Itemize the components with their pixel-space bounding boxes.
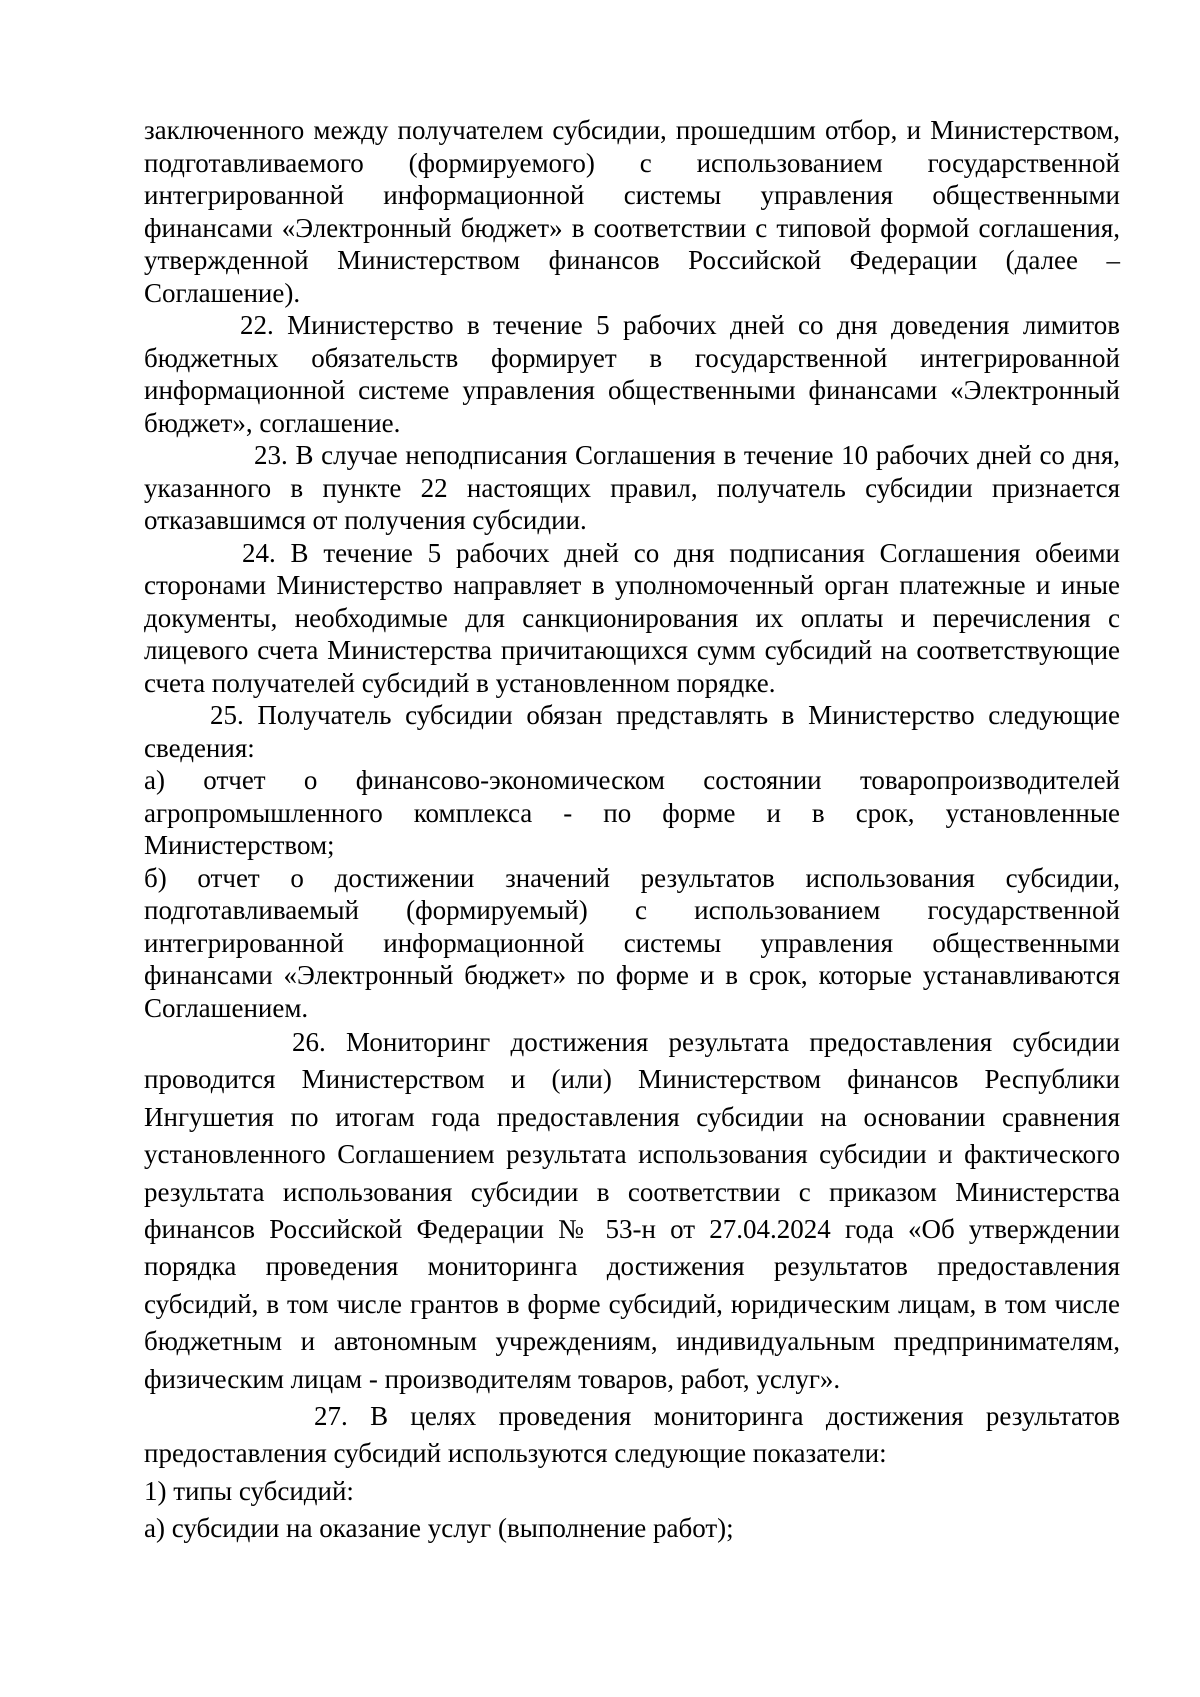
paragraph-27-list-1: 1) типы субсидий: <box>144 1475 354 1506</box>
paragraph-agreement-definition: заключенного между получателем субсидии, прошедшим отбор, и Министерством, подготавливаемого (формируемого) с использованием государственной интегрированной информационной системы управления общественными финансами «Электронный бюджет» в соответствии с типовой формой соглашения, утвержденной Министерством финансов Российской Федерации (далее – Соглашение). <box>144 115 1120 308</box>
paragraph-25-item-a: а) отчет о финансово-экономическом состоянии товаропроизводителей агропромышленного комплекса - по форме и в срок, установленные Министерством; <box>144 765 1120 860</box>
paragraph-27: 27. В целях проведения мониторинга достижения результатов предоставления субсидий используются следующие показатели: <box>144 1401 1120 1469</box>
paragraph-23: 23. В случае неподписания Соглашения в течение 10 рабочих дней со дня, указанного в пункте 22 настоящих правил, получатель субсидии признается отказавшимся от получения субсидии. <box>144 440 1120 535</box>
paragraph-24: 24. В течение 5 рабочих дней со дня подписания Соглашения обеими сторонами Министерство направляет в уполномоченный орган платежные и иные документы, необходимые для санкционирования их оплаты и перечисления с лицевого счета Министерства причитающихся сумм субсидий на соответствующие счета получателей субсидий в установленном порядке. <box>144 537 1120 698</box>
paragraph-27-list-1-item-a: а) субсидии на оказание услуг (выполнение работ); <box>144 1513 734 1544</box>
paragraph-25: 25. Получатель субсидии обязан представлять в Министерство следующие сведения: <box>144 700 1120 763</box>
document-body <box>144 114 1120 1548</box>
paragraph-26: 26. Мониторинг достижения результата предоставления субсидии проводится Министерством и (или) Министерством финансов Республики Ингушетия по итогам года предоставления субсидии на основании сравнения установленного Соглашением результата использования субсидии и фактического результата использования субсидии в соответствии с приказом Министерства финансов Российской Федерации № 53-н от 27.04.2024 года «Об утверждении порядка проведения мониторинга достижения результатов предоставления субсидий, в том числе грантов в форме субсидий, юридическим лицам, в том числе бюджетным и автономным учреждениям, индивидуальным предпринимателям, физическим лицам - производителям товаров, работ, услуг». <box>144 1027 1120 1394</box>
paragraph-25-item-b: б) отчет о достижении значений результатов использования субсидии, подготавливаемый (формируемый) с использованием государственной интегрированной информационной системы управления общественными финансами «Электронный бюджет» по форме и в срок, которые устанавливаются Соглашением. <box>144 862 1120 1023</box>
paragraph-22: 22. Министерство в течение 5 рабочих дней со дня доведения лимитов бюджетных обязательств формирует в государственной интегрированной информационной системе управления общественными финансами «Электронный бюджет», соглашение. <box>144 310 1120 438</box>
